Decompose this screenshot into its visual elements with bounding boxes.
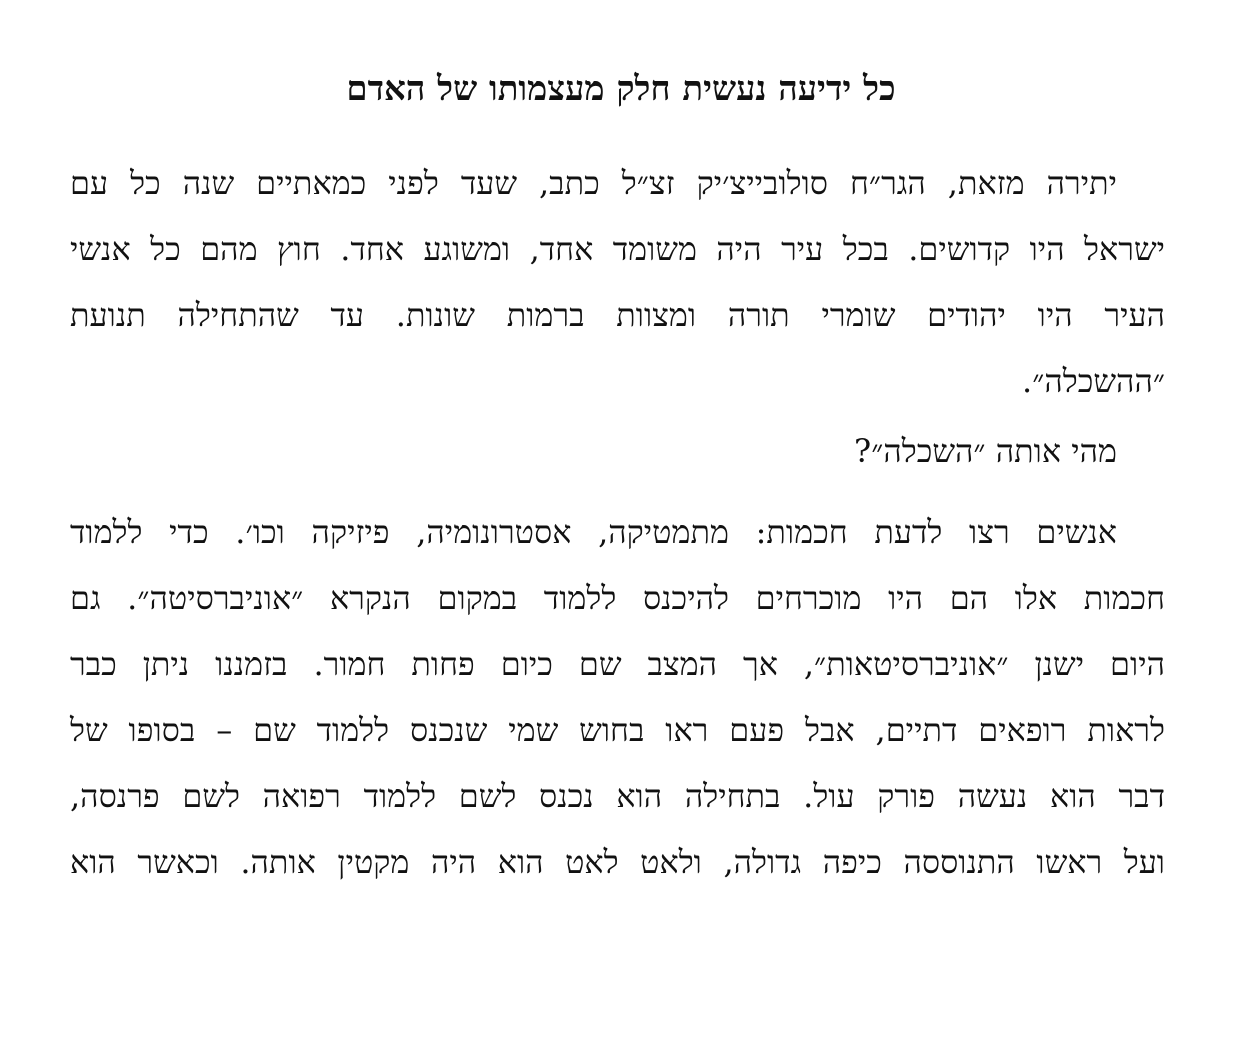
paragraph-line: חכמות אלו הם היו מוכרחים להיכנס ללמוד במקום הנקרא ״אוניברסיטה״. גם: [70, 579, 1165, 617]
paragraph-line: יתירה מזאת, הגר״ח סולובייצ׳יק זצ״ל כתב, שעד לפני כמאתיים שנה כל עם: [70, 164, 1118, 202]
paragraph-line: לראות רופאים דתיים, אבל פעם ראו בחוש שמי שנכנס ללמוד שם – בסופו של: [70, 711, 1165, 749]
paragraph-line: מהי אותה ״השכלה״?: [854, 432, 1117, 470]
paragraph-question: [70, 418, 1165, 484]
paragraph-line: ועל ראשו התנוססה כיפה גדולה, ולאט לאט הוא היה מקטין אותה. וכאשר הוא: [70, 843, 1165, 881]
paragraph-2: [70, 499, 1165, 895]
page-title: כל ידיעה נעשית חלק מעצמותו של האדם: [346, 69, 896, 109]
paragraph-line: אנשים רצו לדעת חכמות: מתמטיקה, אסטרונומיה, פיזיקה וכו׳. כדי ללמוד: [70, 513, 1117, 551]
paragraph-line: ״ההשכלה״.: [1022, 362, 1165, 400]
paragraph-1: [70, 150, 1165, 414]
paragraph-line: דבר הוא נעשה פורק עול. בתחילה הוא נכנס לשם ללמוד רפואה לשם פרנסה,: [70, 777, 1165, 815]
paragraph-line: ישראל היו קדושים. בכל עיר היה משומד אחד, ומשוגע אחד. חוץ מהם כל אנשי: [70, 230, 1165, 268]
paragraph-line: היום ישנן ״אוניברסיטאות״, אך המצב שם כיום פחות חמור. בזמננו ניתן כבר: [70, 645, 1165, 683]
paragraph-line: העיר היו יהודים שומרי תורה ומצוות ברמות שונות. עד שהתחילה תנועת: [70, 296, 1165, 334]
